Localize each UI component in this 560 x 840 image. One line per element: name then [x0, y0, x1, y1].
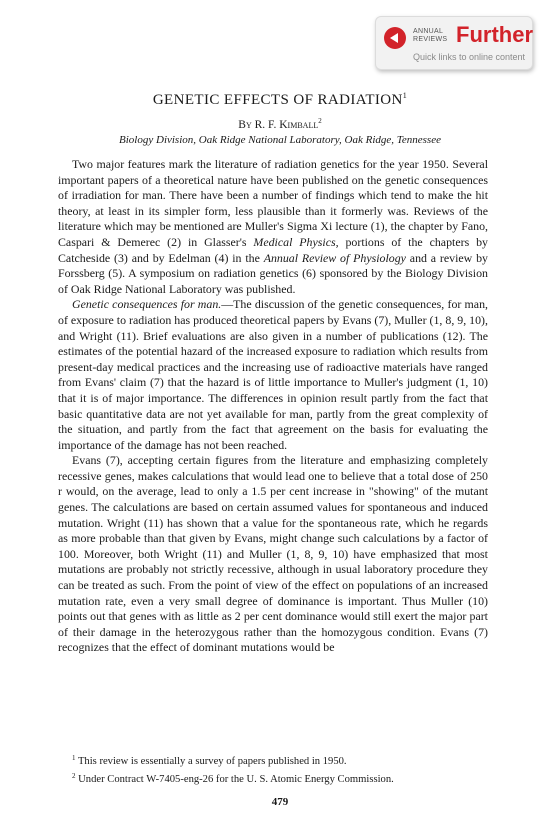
author-footnote-mark: 2 — [318, 117, 322, 125]
author-line: By R. F. Kimball$^2$ — [238, 117, 322, 131]
affiliation: Biology Division, Oak Ridge National Laboratory, Oak Ridge, Tennessee — [119, 134, 441, 146]
footnote: $^1$ This review is essentially a survey of papers published in 1950. — [72, 754, 347, 767]
section-heading: Genetic consequences for man. — [72, 297, 222, 312]
back-arrow-icon — [384, 27, 406, 49]
further-subtitle: Quick links to online content — [413, 52, 526, 62]
annual-reviews-logo-text: ANNUAL REVIEWS — [413, 28, 448, 43]
article-title: GENETIC EFFECTS OF RADIATION$^1$ — [152, 91, 408, 108]
title-footnote-mark: 1 — [402, 91, 408, 100]
page-number: 479 — [271, 796, 289, 808]
footnotes — [58, 751, 488, 787]
article-body — [58, 157, 488, 656]
annual-reviews-further-badge[interactable] — [375, 16, 533, 70]
further-label: Further — [456, 22, 533, 47]
paragraph-genetic-consequences: Genetic consequences for man.—The discussion of the genetic consequences, for man, of exposure to radiation has produced theoretical papers by Evans (7), Muller (1, 8, 9, 10), and Wright (11). Brief evaluations are also given in a number of publications (12). The estimates of the potential hazard of the increased exposure to radiation which results from present-day medical practices and the increasing use of radioactive materials have ranged from Evans' claim (7) that the hazard is of little importance to Muller's judgment (1, 10) that it is of major importance. The differences in opinion result partly from the fact that basic quantitative data are not yet available for man, partly from the great complexity of the situation, and partly from the fact that agreement on the basis for evaluating the importance of the damage has not been reached. — [58, 297, 488, 452]
paragraph-intro: Two major features mark the literature of radiation genetics for the year 1950. Several important papers of a theoretical nature have been published on the genetic consequences of irradiation for man. There have been a number of findings which tend to make the hit theory, at least in its simpler form, less plausible than it formerly was. Reviews of the literature which may be mentioned are Muller's Sigma Xi lecture (1), the chapter by Fano, Caspari & Demerec (2) in Glasser's Medical Physics, portions of the chapters by Catcheside (3) and by Edelman (4) in the Annual Review of Physiology and a review by Forssberg (5). A symposium on radiation genetics (6) sponsored by the Biology Division of Oak Ridge National Laboratory was published. — [58, 157, 489, 296]
footnote: $^2$ Under Contract W-7405-eng-26 for the U. S. Atomic Energy Commission. — [72, 772, 394, 785]
paragraph-evans: Evans (7), accepting certain figures from the literature and emphasizing completely recessive genes, makes calculations that would lead one to believe that a total dose of 250 r would, on the average, lead to only a 1.5 per cent increase in "showing" of the mutant genes. The calculations are based on certain assumed values for spontaneous and induced mutation. Wright (11) has shown that a value for the spontaneous rate, which he regards as more probable than that given by Evans, might change such calculations by a factor of 100. Moreover, both Wright (11) and Muller (1, 8, 9, 10) have emphasized that most mutations are probably not strictly recessive, although in usual laboratory procedure they can be treated as such. From the point of view of the effect on populations of an increased mutation rate, even a very small degree of dominance is important. Thus Muller (10) points out that genes with as little as 2 per cent dominance would still exert the major part of their damage in the heterozygous rather than the homozygous condition. Evans (7) recognizes that the effect of dominant mutations would be — [58, 453, 488, 655]
